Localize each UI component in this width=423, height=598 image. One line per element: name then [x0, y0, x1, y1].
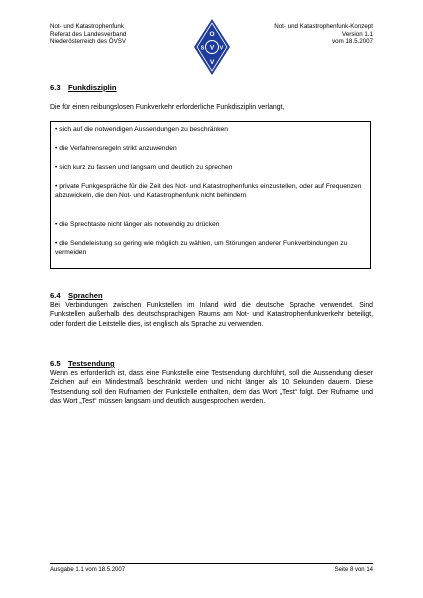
testsendung-body: Wenn es erforderlich ist, dass eine Funkstelle eine Testsendung durchführt, soll die Aussendung dieser Zeichen auf ein Mindestmaß beschränkt werden und nicht länger als 10 Sekunden dauern. Diese Testsendung soll den Rufnamen der Funkstelle enthalten, dem das Wort „Test“ folgt. Der Rufname und das Wort „Test“ müssen langsam und deutlich ausgesprochen werden.	[50, 370, 373, 405]
footer-divider	[50, 563, 373, 564]
header-right	[274, 23, 373, 46]
rule-item: • die Verfahrensregeln strikt anzuwenden	[55, 145, 177, 152]
header-doc-title: Not- und Katastrophenfunk-Konzept	[274, 23, 373, 30]
rule-item: • sich kurz zu fassen und langsam und deutlich zu sprechen	[55, 164, 233, 171]
logo-letter-bottom: V	[209, 59, 215, 66]
footer-page-number: Seite 8 von 14	[334, 567, 373, 573]
section-heading-sprachen	[50, 291, 103, 300]
section-title: Testsendung	[68, 359, 115, 368]
funkdisziplin-intro: Die für einen reibungslosen Funkverkehr erforderliche Funkdisziplin verlangt,	[50, 104, 285, 111]
header-version: Version 1.1	[342, 30, 373, 38]
section-title: Funkdisziplin	[68, 83, 117, 92]
section-heading-funkdisziplin	[50, 83, 117, 92]
header-org-line-3: Niederösterreich des ÖVSV	[50, 38, 127, 46]
rule-item: • die Sprechtaste nicht länger als notwendig zu drücken	[55, 221, 220, 228]
ovsv-logo	[193, 18, 231, 76]
funkdisziplin-rules-box	[50, 121, 371, 269]
header-left	[50, 23, 126, 46]
logo-letter-right: V	[219, 45, 224, 52]
logo-letter-top: O	[209, 31, 215, 38]
header-date: vom 18.5.2007	[332, 38, 373, 46]
section-heading-testsendung	[50, 359, 115, 368]
header-org-line-1: Not- und Katastrophenfunk	[50, 23, 124, 30]
rule-item: • private Funkgespräche für die Zeit des Not- und Katastrophenfunks einzustellen, oder auf Frequenzen abzuwickeln, die den Not- und Katastrophenfunk nicht behindern	[55, 183, 362, 199]
section-number: 6.4	[50, 291, 61, 300]
footer-edition: Ausgabe 1.1 vom 18.5.2007	[50, 567, 126, 573]
logo-letter-left: S	[200, 45, 205, 52]
section-number: 6.3	[50, 83, 61, 92]
section-number: 6.5	[50, 359, 61, 368]
section-title: Sprachen	[68, 291, 103, 300]
header-org-line-2: Referat des Landesverband	[50, 30, 127, 38]
sprachen-body: Bei Verbindungen zwischen Funkstellen im Inland wird die deutsche Sprache verwendet. Sind Funkstellen außerhalb des deutschsprachigen Raums am Not- und Katastrophenfunkverkehr beteiligt, oder fordert die Leitstelle dies, ist englisch als Sprache zu verwenden.	[50, 302, 373, 328]
rule-item: • die Sendeleistung so gering wie möglich zu wählen, um Störungen anderer Funkverbindungen zu vermeiden	[55, 240, 348, 256]
logo-letter-center: V	[209, 44, 215, 52]
rule-item: • sich auf die notwendigen Aussendungen zu beschränken	[55, 126, 228, 133]
